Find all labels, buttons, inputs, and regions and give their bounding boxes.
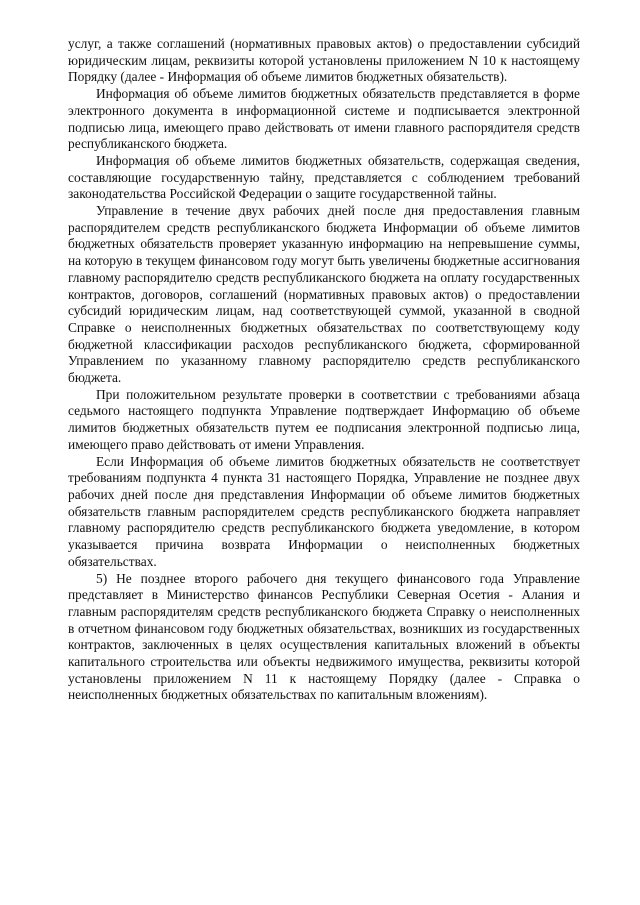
paragraph-positive-result: При положительном результате проверки в соответствии с требованиями абзаца седьмого настоящего подпункта Управление подтверждает Информацию об объеме лимитов бюджетных обязательств путем ее подписания электронной подписью лица, имеющего право действовать от имени Управления. <box>68 386 580 452</box>
paragraph-electronic-form: Информация об объеме лимитов бюджетных обязательств представляется в форме электронного документа в информационной системе и подписывается электронной подписью лица, имеющего право действовать от имени главного распорядителя средств республиканского бюджета. <box>68 86 580 152</box>
paragraph-verification: Управление в течение двух рабочих дней после дня предоставления главным распорядителем средств республиканского бюджета Информации об объеме лимитов бюджетных обязательств проверяет указанную информацию на непревышение суммы, на которую в текущем финансовом году могут быть увеличены бюджетные ассигнования главному распорядителю средств республиканского бюджета на оплату государственных контрактов, договоров, соглашений (нормативных правовых актов) о предоставлении субсидий юридическим лицам, над соответствующей суммой, указанной в сводной Справке о неисполненных бюджетных обязательствах по соответствующему коду бюджетной классификации расходов республиканского бюджета, сформированной Управлением по указанному главному распорядителю средств республиканского бюджета. <box>68 203 580 386</box>
paragraph-item-5: 5) Не позднее второго рабочего дня текущего финансового года Управление представляет в Министерство финансов Республики Северная Осетия - Алания и главным распорядителям средств республиканского бюджета Справку о неисполненных в отчетном финансовом году бюджетных обязательствах, возникших из государственных контрактов, заключенных в целях осуществления капитальных вложений в объекты капитального строительства или объекты недвижимого имущества, реквизиты которой установлены приложением N 11 к настоящему Порядку (далее - Справка о неисполненных бюджетных обязательствах по капитальным вложениям). <box>68 570 580 703</box>
paragraph-non-compliance: Если Информация об объеме лимитов бюджетных обязательств не соответствует требованиям подпункта 4 пункта 31 настоящего Порядка, Управление не позднее двух рабочих дней после дня представления Информации об объеме лимитов бюджетных обязательств главным распорядителем средств республиканского бюджета направляет главному распорядителю средств республиканского бюджета уведомление, в котором указывается причина возврата Информации о неисполненных бюджетных обязательствах. <box>68 453 580 569</box>
paragraph-state-secret: Информация об объеме лимитов бюджетных обязательств, содержащая сведения, составляющие государственную тайну, представляется с соблюдением требований законодательства Российской Федерации о защите государственной тайны. <box>68 152 580 202</box>
paragraph-continuation: услуг, а также соглашений (нормативных правовых актов) о предоставлении субсидий юридическим лицам, реквизиты которой установлены приложением N 10 к настоящему Порядку (далее - Информация об объеме лимитов бюджетных обязательств). <box>68 36 580 85</box>
document-page <box>68 36 580 704</box>
